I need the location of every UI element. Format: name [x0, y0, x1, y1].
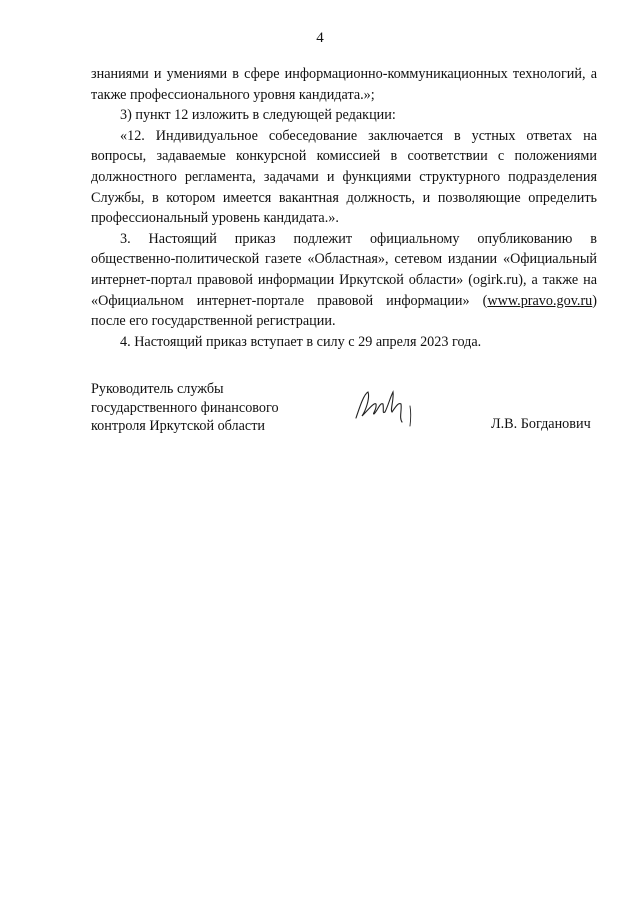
signatory-title-line: государственного финансового: [91, 399, 279, 416]
handwritten-signature: [350, 384, 420, 428]
paragraph-publication: [91, 229, 597, 332]
paragraph-quoted-clause-12: «12. Индивидуальное собеседование заключается в устных ответах на вопросы, задаваемые конкурсной комиссией в соответствии с положениями должностного регламента, задачами и функциями структурного подразделения Службы, в котором имеется вакантная должность, и позволяющие определить профессиональный уровень кандидата.».: [91, 127, 597, 227]
paragraph-item-3: 3) пункт 12 изложить в следующей редакции:: [120, 107, 396, 124]
signatory-title-line: контроля Иркутской области: [91, 418, 266, 434]
pravo-link[interactable]: www.pravo.gov.ru: [487, 292, 593, 309]
publication-text: 3. Настоящий приказ подлежит официальному опубликованию в общественно-политической газете «Областная», сетевом издании «Официальный интернет-портал правовой информации Иркутской области» (ogirk.ru), а также на «Официальном интернет-портале правовой информации» (: [91, 230, 597, 309]
paragraph-continuation: знаниями и умениями в сфере информационно-коммуникационных технологий, а также профессионального уровня кандидата.»;: [91, 66, 597, 103]
signatory-title: [91, 380, 279, 436]
document-body: [91, 64, 597, 352]
page-number: 4: [316, 30, 324, 46]
signatory-title-line: Руководитель службы: [91, 381, 224, 397]
signer-name: Л.В. Богданович: [491, 416, 591, 432]
paragraph-effective-date: 4. Настоящий приказ вступает в силу с 29 апреля 2023 года.: [120, 333, 482, 350]
publication-text-end: ) после его государственной регистрации.: [91, 292, 597, 330]
